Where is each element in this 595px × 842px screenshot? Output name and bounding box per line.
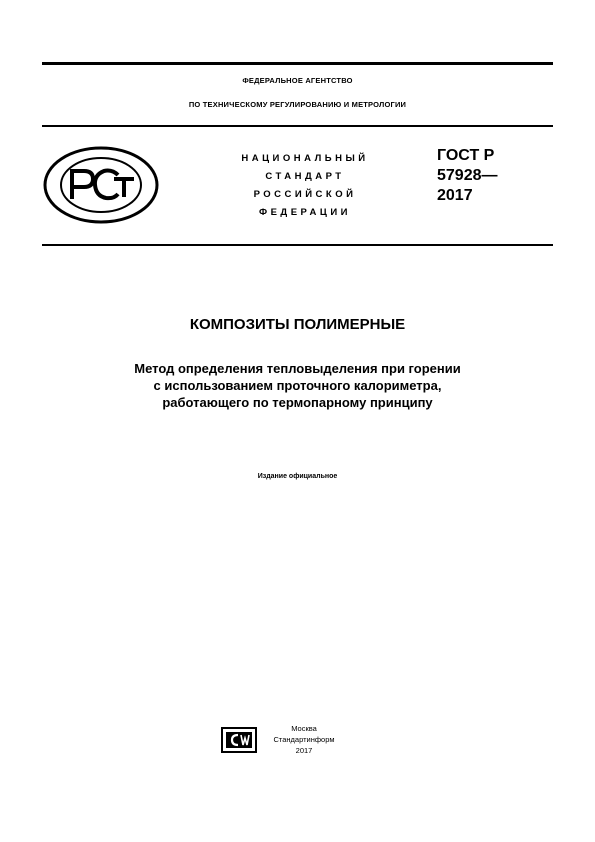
- standard-number: [437, 146, 498, 206]
- rst-logo-text: РСТ: [100, 223, 102, 224]
- publisher-name: Стандартинформ: [273, 735, 335, 744]
- standard-block-rule: [42, 244, 553, 246]
- document-subtitle: [60, 360, 535, 411]
- agency-name-line2: ПО ТЕХНИЧЕСКОМУ РЕГУЛИРОВАНИЮ И МЕТРОЛОГИИ: [188, 100, 407, 109]
- standard-number-line: 2017: [437, 187, 473, 204]
- standard-type-line: ФЕДЕРАЦИИ: [258, 207, 351, 218]
- standartinform-logo-icon: [221, 727, 257, 753]
- rst-certification-mark-icon: [42, 145, 160, 225]
- subtitle-line: с использованием проточного калориметра,: [153, 378, 442, 393]
- publisher-city: Москва: [291, 724, 317, 733]
- standard-type-line: РОССИЙСКОЙ: [253, 189, 357, 200]
- publisher-info: [268, 723, 340, 756]
- header-divider-rule: [42, 125, 553, 127]
- subtitle-line: работающего по термопарному принципу: [162, 395, 433, 410]
- standard-type-line: НАЦИОНАЛЬНЫЙ: [241, 153, 369, 164]
- standard-number-line: ГОСТ Р: [437, 147, 495, 164]
- publisher-year: 2017: [295, 746, 313, 755]
- agency-name-line1: ФЕДЕРАЛЬНОЕ АГЕНТСТВО: [242, 76, 353, 85]
- standard-type: [210, 150, 400, 222]
- document-title: КОМПОЗИТЫ ПОЛИМЕРНЫЕ: [189, 316, 406, 333]
- header-top-rule: [42, 62, 553, 65]
- subtitle-line: Метод определения тепловыделения при горении: [134, 361, 461, 376]
- edition-label: Издание официальное: [257, 473, 338, 480]
- standard-number-line: 57928—: [437, 167, 498, 184]
- standard-type-line: СТАНДАРТ: [265, 171, 345, 182]
